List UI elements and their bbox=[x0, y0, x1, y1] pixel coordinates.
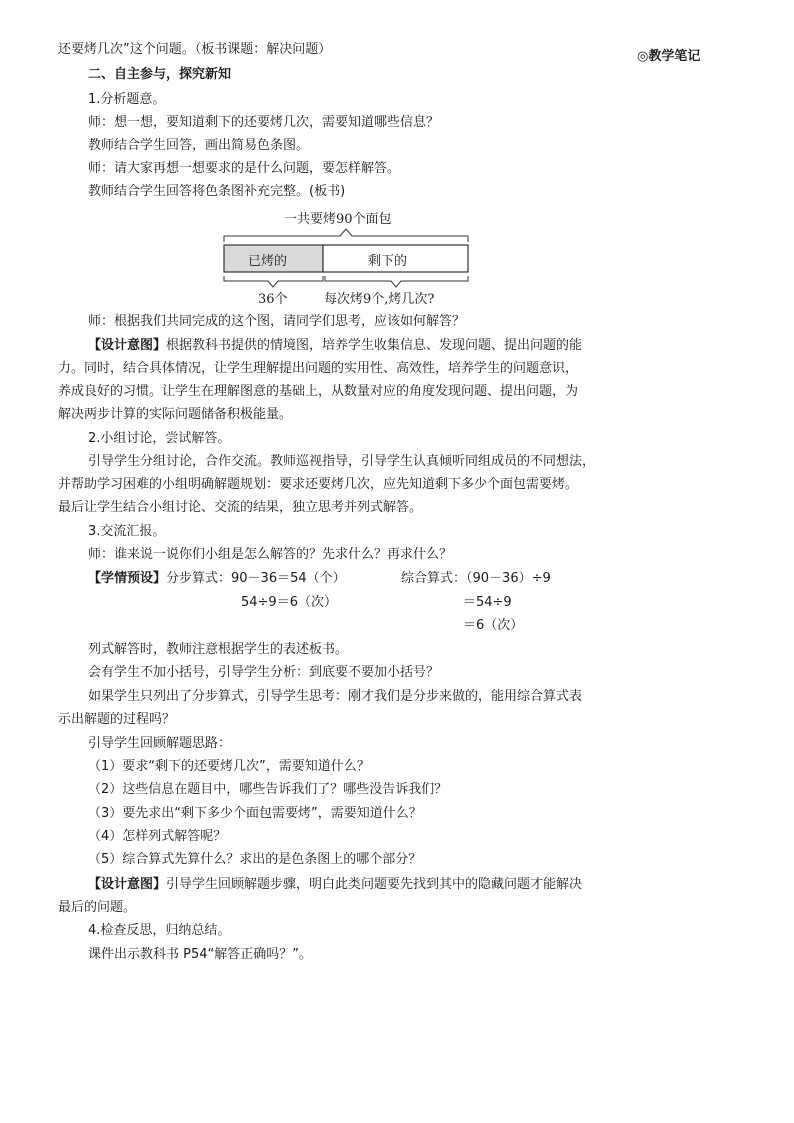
paragraph: 课件出示教科书 P54“解答正确吗？”。 bbox=[88, 947, 312, 962]
learning-preset bbox=[88, 570, 346, 588]
paragraph: 师：根据我们共同完成的这个图，请同学们思考，应该如何解答？ bbox=[88, 314, 466, 329]
combined-formula-3: ＝6（次） bbox=[463, 618, 524, 633]
step-2-heading: 2.小组讨论，尝试解答。 bbox=[88, 431, 231, 446]
combined-formula-2: ＝54÷9 bbox=[463, 595, 512, 610]
baked-count-label: 36个 bbox=[258, 292, 288, 307]
step-3-heading: 3.交流汇报。 bbox=[88, 524, 166, 539]
paragraph-line: 最后的问题。 bbox=[58, 900, 137, 915]
remaining-question-label: 每次烤9个,烤几次? bbox=[324, 292, 435, 307]
guide-question: （1）要求“剩下的还要烤几次”，需要知道什么？ bbox=[88, 759, 370, 774]
paragraph: 会有学生不加小括号，引导学生分析：到底要不要加小括号？ bbox=[88, 665, 440, 680]
combined-formula-1: 综合算式：（90－36）÷9 bbox=[401, 571, 551, 586]
design-intent-paragraph: 【设计意图】引导学生回顾解题步骤，明白此类问题要先找到其中的隐藏问题才能解决 bbox=[88, 877, 583, 892]
bar-diagram bbox=[222, 206, 472, 306]
paragraph: 引导学生回顾解题思路： bbox=[88, 736, 232, 751]
guide-question: （3）要先求出“剩下多少个面包需要烤”，需要知道什么？ bbox=[88, 806, 422, 821]
paragraph-line: 并帮助学习困难的小组明确解题规划：要求还要烤几次，应先知道剩下多少个面包需要烤。 bbox=[58, 477, 579, 492]
teaching-notes-label: ◎教学笔记 bbox=[637, 49, 701, 64]
guide-question: （2）这些信息在题目中，哪些告诉我们了？哪些没告诉我们？ bbox=[88, 782, 448, 797]
continued-text: 还要烤几次”这个问题。（板书课题：解决问题） bbox=[58, 42, 332, 57]
step-1-heading: 1.分析题意。 bbox=[88, 92, 166, 107]
segment-baked-label: 已烤的 bbox=[248, 254, 288, 269]
paragraph-line: 解决两步计算的实际问题储备积极能量。 bbox=[58, 407, 293, 422]
paragraph-line: 示出解题的过程吗？ bbox=[58, 712, 176, 727]
guide-question: （5）综合算式先算什么？求出的是色条图上的哪个部分？ bbox=[88, 852, 422, 867]
stepwise-formula-2: 54÷9＝6（次） bbox=[241, 595, 337, 610]
paragraph: 师：想一想，要知道剩下的还要烤几次，需要知道哪些信息？ bbox=[88, 115, 440, 130]
stepwise-formula-1: 分步算式：90－36＝54（个） bbox=[166, 571, 346, 586]
section-heading: 二、自主参与，探究新知 bbox=[88, 67, 232, 82]
paragraph-line: 力。同时，结合具体情况，让学生理解提出问题的实用性、高效性，培养学生的问题意识， bbox=[58, 361, 579, 376]
paragraph-line: 养成良好的习惯。让学生在理解图意的基础上，从数量对应的角度发现问题、提出问题，为 bbox=[58, 384, 579, 399]
design-intent-tag: 【设计意图】 bbox=[88, 338, 167, 353]
paragraph: 师：请大家再想一想要求的是什么问题，要怎样解答。 bbox=[88, 161, 401, 176]
learning-preset-tag: 【学情预设】 bbox=[88, 571, 167, 586]
paragraph: 师：谁来说一说你们小组是怎么解答的？先求什么？再求什么？ bbox=[88, 547, 453, 562]
segment-remaining-label: 剩下的 bbox=[368, 254, 408, 269]
design-intent-tag: 【设计意图】 bbox=[88, 877, 167, 892]
design-intent-paragraph: 【设计意图】根据教科书提供的情境图，培养学生收集信息、发现问题、提出问题的能 bbox=[88, 338, 583, 353]
paragraph: 教师结合学生回答将色条图补充完整。(板书) bbox=[88, 184, 346, 199]
paragraph: 教师结合学生回答，画出简易色条图。 bbox=[88, 138, 310, 153]
diagram-total-label: 一共要烤90个面包 bbox=[284, 212, 392, 227]
paragraph-line: 引导学生分组讨论，合作交流。教师巡视指导，引导学生认真倾听同组成员的不同想法， bbox=[88, 454, 596, 469]
step-4-heading: 4.检查反思，归纳总结。 bbox=[88, 923, 231, 938]
paragraph-line: 最后让学生结合小组讨论、交流的结果，独立思考并列式解答。 bbox=[58, 500, 423, 515]
guide-question: （4）怎样列式解答呢？ bbox=[88, 829, 227, 844]
paragraph: 列式解答时，教师注意根据学生的表述板书。 bbox=[88, 642, 349, 657]
paragraph-line: 如果学生只列出了分步算式，引导学生思考：刚才我们是分步来做的，能用综合算式表 bbox=[88, 689, 583, 704]
